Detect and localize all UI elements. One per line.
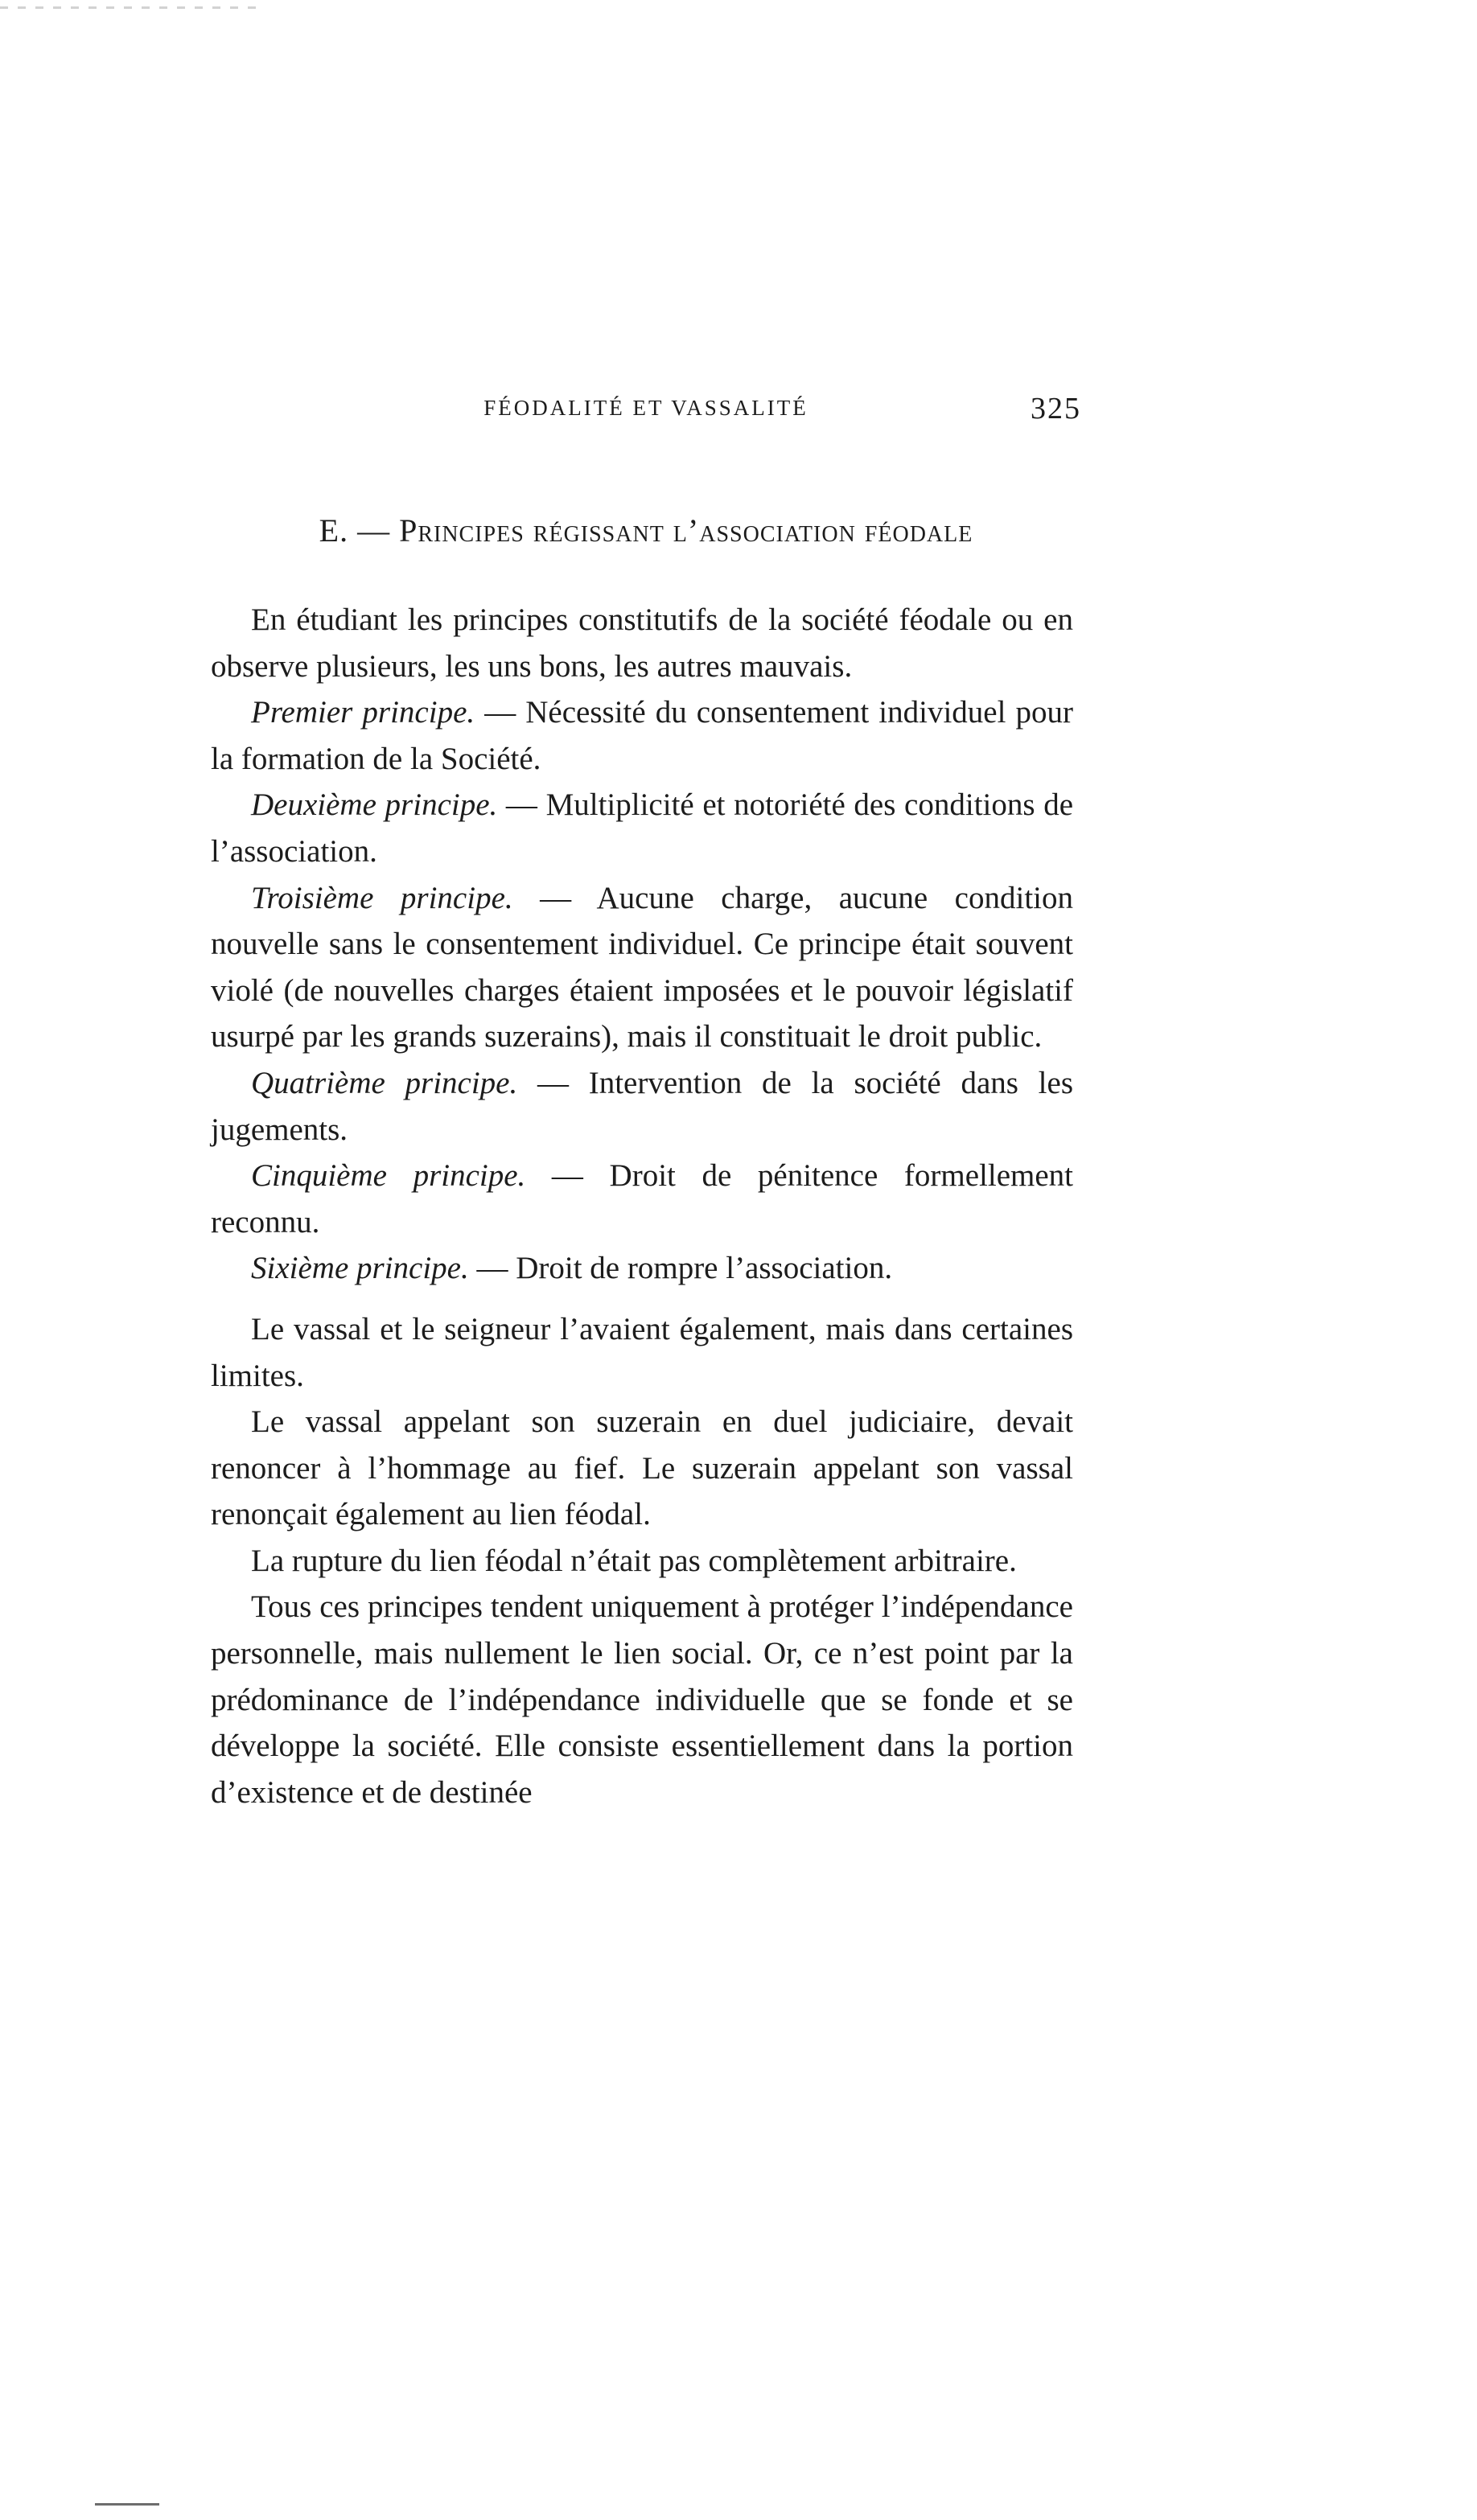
paragraph-body: Le vassal et le seigneur l’avaient également, mais dans certaines limites. — [211, 1311, 1073, 1393]
running-title: FÉODALITÉ ET VASSALITÉ — [483, 396, 808, 420]
section-heading: E. — Principes régissant l’association féodale — [319, 512, 973, 549]
paragraph-principle-1: Premier principe. — Nécessité du consentement individuel pour la formation de la Société. — [211, 695, 1073, 776]
principle-label: Troisième principe. — [251, 880, 513, 915]
principle-label: Cinquième principe. — [251, 1158, 526, 1194]
paragraph-body: La rupture du lien féodal n’était pas complètement arbitraire. — [251, 1543, 1017, 1578]
paragraph-principle-6: Sixième principe. — Droit de rompre l’association. — [251, 1251, 893, 1286]
paragraph-body: Tous ces principes tendent uniquement à protéger l’indépendance personnelle, mais nullement le lien social. Or, ce n’est point par la prédominance de l’indépendance individuelle que se fonde et se développe la société. Elle consiste essentiellement dans la portion d’existence et de destinée — [211, 1589, 1073, 1810]
principle-label: Deuxième principe. — [251, 787, 498, 823]
principle-label: Premier principe. — [251, 695, 475, 730]
running-header — [211, 391, 1081, 426]
scan-artifact — [0, 6, 257, 9]
principle-label: Sixième principe. — [251, 1251, 469, 1286]
paragraph-principle-4: Quatrième principe. — Intervention de la société dans les jugements. — [211, 1065, 1073, 1147]
paragraph-body: Le vassal appelant son suzerain en duel judiciaire, devait renoncer à l’hommage au fief. Le suzerain appelant son vassal renonçait également au lien féodal. — [211, 1404, 1073, 1532]
paragraph-principle-2: Deuxième principe. — Multiplicité et notoriété des conditions de l’association. — [211, 787, 1074, 869]
page-number: 325 — [1031, 392, 1081, 425]
paragraph-principle-5: Cinquième principe. — Droit de pénitence formellement reconnu. — [211, 1158, 1073, 1239]
paragraph-principle-3: Troisième principe. — Aucune charge, aucune condition nouvelle sans le consentement individuel. Ce principe était souvent violé (de nouvelles charges étaient imposées et le pouvoir législatif usurpé par les grands suzerains), mais il constituait le droit public. — [211, 880, 1073, 1054]
scan-artifact — [95, 2503, 159, 2506]
principle-label: Quatrième principe. — [251, 1065, 518, 1100]
paragraph-intro: En étudiant les principes constitutifs de la société féodale ou en observe plusieurs, les uns bons, les autres mauvais. — [211, 602, 1073, 684]
body-text — [211, 597, 1073, 1815]
